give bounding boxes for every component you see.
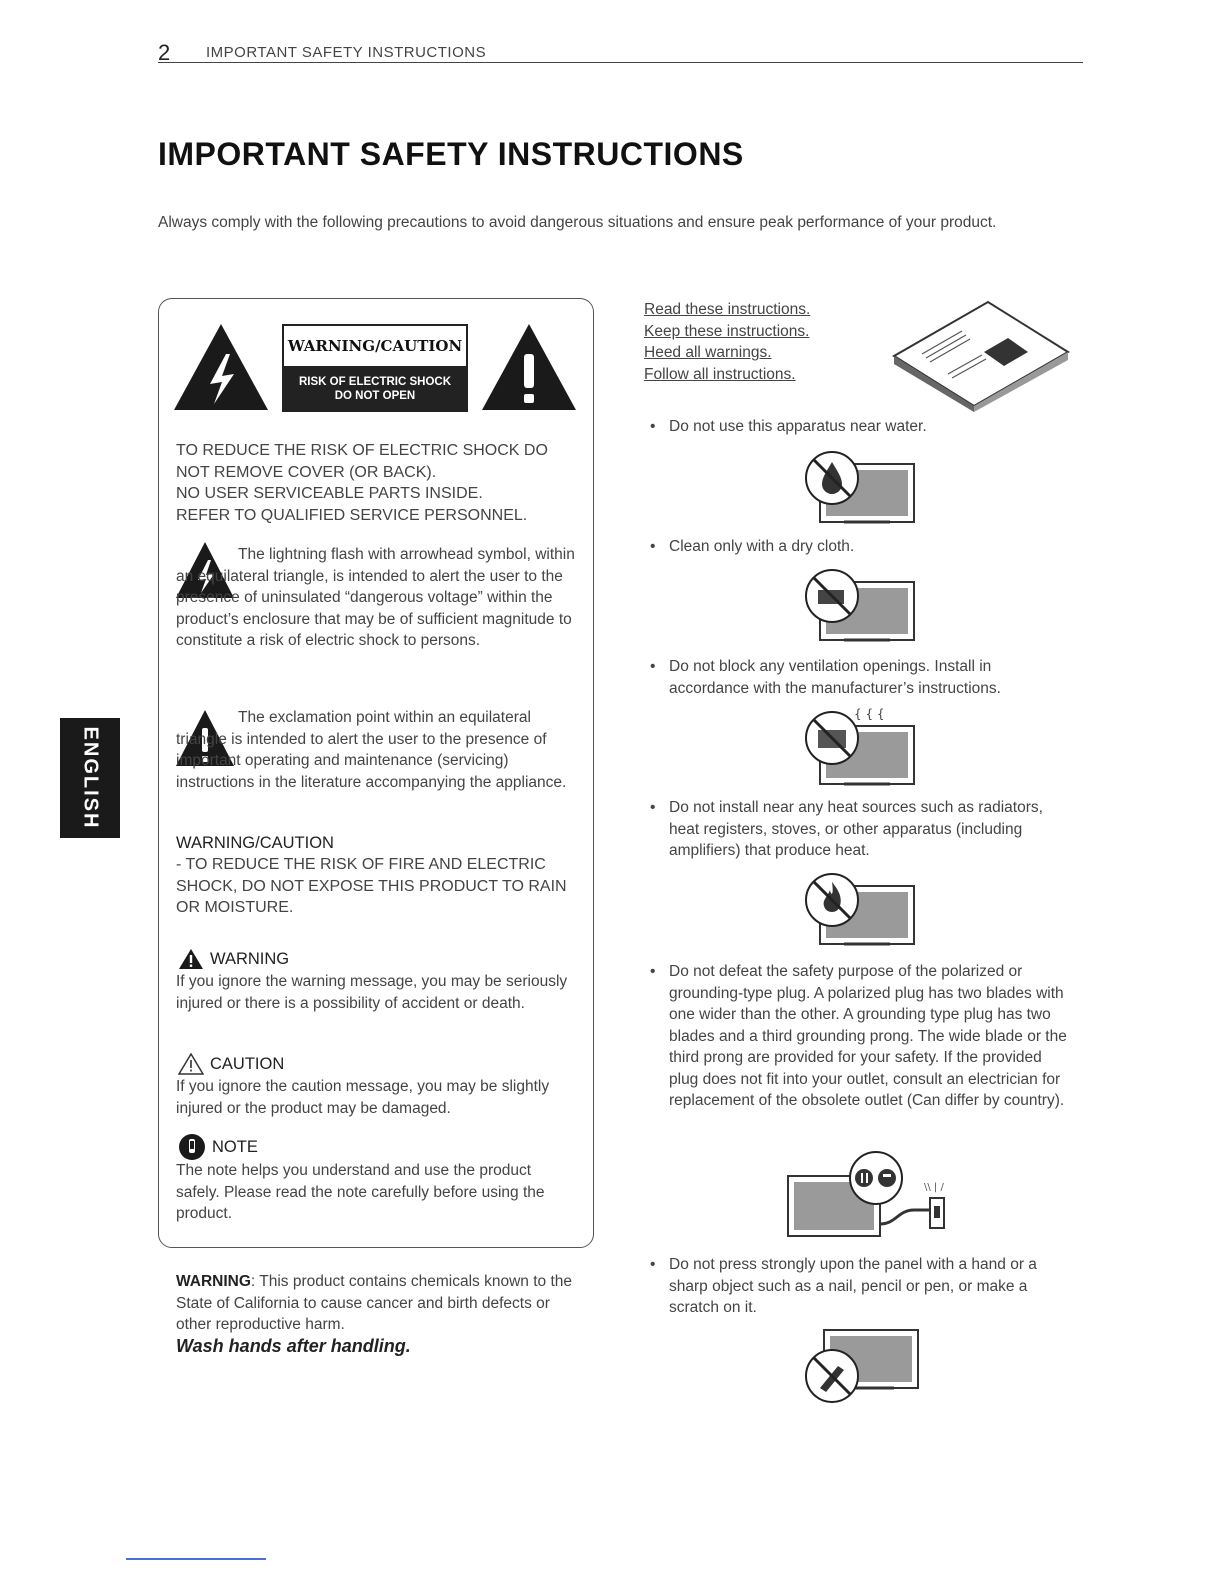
label-line-risk: RISK OF ELECTRIC SHOCK — [298, 376, 452, 388]
bullet-item — [650, 416, 1070, 438]
prop65-emphasis: Wash hands after handling. — [176, 1336, 411, 1356]
bullet-dot: • — [650, 799, 656, 816]
shock-risk-notice — [176, 440, 586, 526]
warning-caution-heading: WARNING/CAUTION — [176, 834, 334, 852]
caps-line: NO USER SERVICEABLE PARTS INSIDE. — [176, 485, 483, 502]
note-icon — [178, 1133, 206, 1161]
warning-heading-row — [178, 948, 289, 970]
bullet-item — [650, 536, 1070, 558]
no-heat-source-icon — [800, 870, 918, 950]
bullet-text: Do not defeat the safety purpose of the polarized or grounding-type plug. A polarized plug has two blades with one wider than the other. A grounding type plug has two blades and a third grounding prong. The wide blade or the third prong are provided for your safety. If the provided plug does not fit into your outlet, consult an electrician for replacement of the obsolete outlet (Can differ by country). — [669, 963, 1067, 1109]
bullet-item — [650, 961, 1070, 1112]
instructions-list — [644, 299, 810, 385]
bullet-text: Do not use this apparatus near water. — [669, 418, 927, 435]
prop65-warning — [176, 1271, 576, 1336]
footer-line — [126, 1558, 266, 1560]
bullet-item — [650, 797, 1070, 862]
bullet-text: Do not install near any heat sources such as radiators, heat registers, stoves, or other apparatus (including amplifiers) that produce heat. — [669, 799, 1043, 859]
caution-icon — [178, 1053, 204, 1075]
warning-caution-label-title: WARNING/CAUTION — [284, 326, 466, 368]
exclamation-warning-icon — [480, 322, 578, 412]
bullet-text: Clean only with a dry cloth. — [669, 538, 855, 555]
no-pressing-panel-icon — [800, 1326, 922, 1406]
running-header — [158, 40, 1083, 63]
language-tab — [60, 718, 120, 838]
warning-caution-label-subtitle — [284, 368, 466, 412]
no-block-ventilation-icon — [800, 702, 918, 792]
exclamation-symbol-explanation: The exclamation point within an equilateral triangle is intended to alert the user to the presence of important operating and maintenance (servicing) instructions in the literature accompanying the appliance. — [176, 709, 567, 791]
caps-line: TO REDUCE THE RISK OF ELECTRIC SHOCK DO — [176, 442, 548, 459]
polarized-plug-icon — [786, 1150, 958, 1242]
caution-heading: CAUTION — [210, 1054, 285, 1073]
bullet-dot: • — [650, 538, 656, 555]
page-title: IMPORTANT SAFETY INSTRUCTIONS — [158, 136, 744, 172]
warning-description: If you ignore the warning message, you may be seriously injured or there is a possibility of accident or death. — [176, 973, 568, 1012]
lightning-symbol-explanation: The lightning flash with arrowhead symbol, within an equilateral triangle, is intended to alert the user to the presence of uninsulated “dangerous voltage” within the product’s enclosure that may be of sufficient magnitude to constitute a risk of electric shock to persons. — [176, 546, 575, 649]
bullet-item — [650, 1254, 1070, 1319]
svg-text:\\ | /: \\ | / — [924, 1182, 944, 1193]
bullet-text: Do not block any ventilation openings. Install in accordance with the manufacturer’s instructions. — [669, 658, 1001, 697]
bullet-item — [650, 656, 1070, 699]
running-header-title: IMPORTANT SAFETY INSTRUCTIONS — [206, 44, 487, 61]
intro-paragraph: Always comply with the following precautions to avoid dangerous situations and ensure peak performance of your product. — [158, 214, 997, 231]
instruction-line: Read these instructions. — [644, 301, 811, 318]
bullet-dot: • — [650, 658, 656, 675]
svg-text:{ { {: { { { — [854, 707, 885, 721]
note-description: The note helps you understand and use the product safely. Please read the note carefully before using the product. — [176, 1162, 545, 1222]
bullet-dot: • — [650, 1256, 656, 1273]
language-tab-label: ENGLISH — [79, 726, 102, 830]
no-water-icon — [800, 448, 918, 528]
note-heading: NOTE — [212, 1137, 258, 1156]
instruction-line: Keep these instructions. — [644, 322, 810, 340]
caution-heading-row — [178, 1053, 284, 1075]
bullet-dot: • — [650, 963, 656, 980]
manual-book-icon — [892, 300, 1070, 412]
electric-shock-warning-icon — [172, 322, 270, 412]
warning-caution-label — [282, 324, 468, 412]
caps-line: REFER TO QUALIFIED SERVICE PERSONNEL. — [176, 506, 528, 524]
dry-cloth-icon — [800, 566, 918, 646]
prop65-text: : This product contains chemicals known to the State of California to cause cancer and birth defects or other reproductive harm. — [176, 1273, 572, 1333]
instruction-line: Heed all warnings. — [644, 344, 772, 361]
prop65-label: WARNING — [176, 1273, 251, 1290]
instruction-line: Follow all instructions. — [644, 365, 796, 383]
page-number: 2 — [158, 40, 171, 65]
note-heading-row — [178, 1133, 258, 1161]
caps-line: NOT REMOVE COVER (OR BACK). — [176, 463, 437, 481]
warning-icon — [178, 948, 204, 970]
fire-shock-warning: - TO REDUCE THE RISK OF FIRE AND ELECTRIC SHOCK, DO NOT EXPOSE THIS PRODUCT TO RAIN OR MOISTURE. — [176, 856, 567, 916]
label-line-do-not-open: DO NOT OPEN — [334, 390, 416, 402]
bullet-text: Do not press strongly upon the panel with a hand or a sharp object such as a nail, pencil or pen, or make a scratch on it. — [669, 1256, 1037, 1316]
bullet-dot: • — [650, 418, 656, 435]
caution-description: If you ignore the caution message, you may be slightly injured or the product may be damaged. — [176, 1078, 550, 1117]
warning-heading: WARNING — [210, 949, 290, 968]
